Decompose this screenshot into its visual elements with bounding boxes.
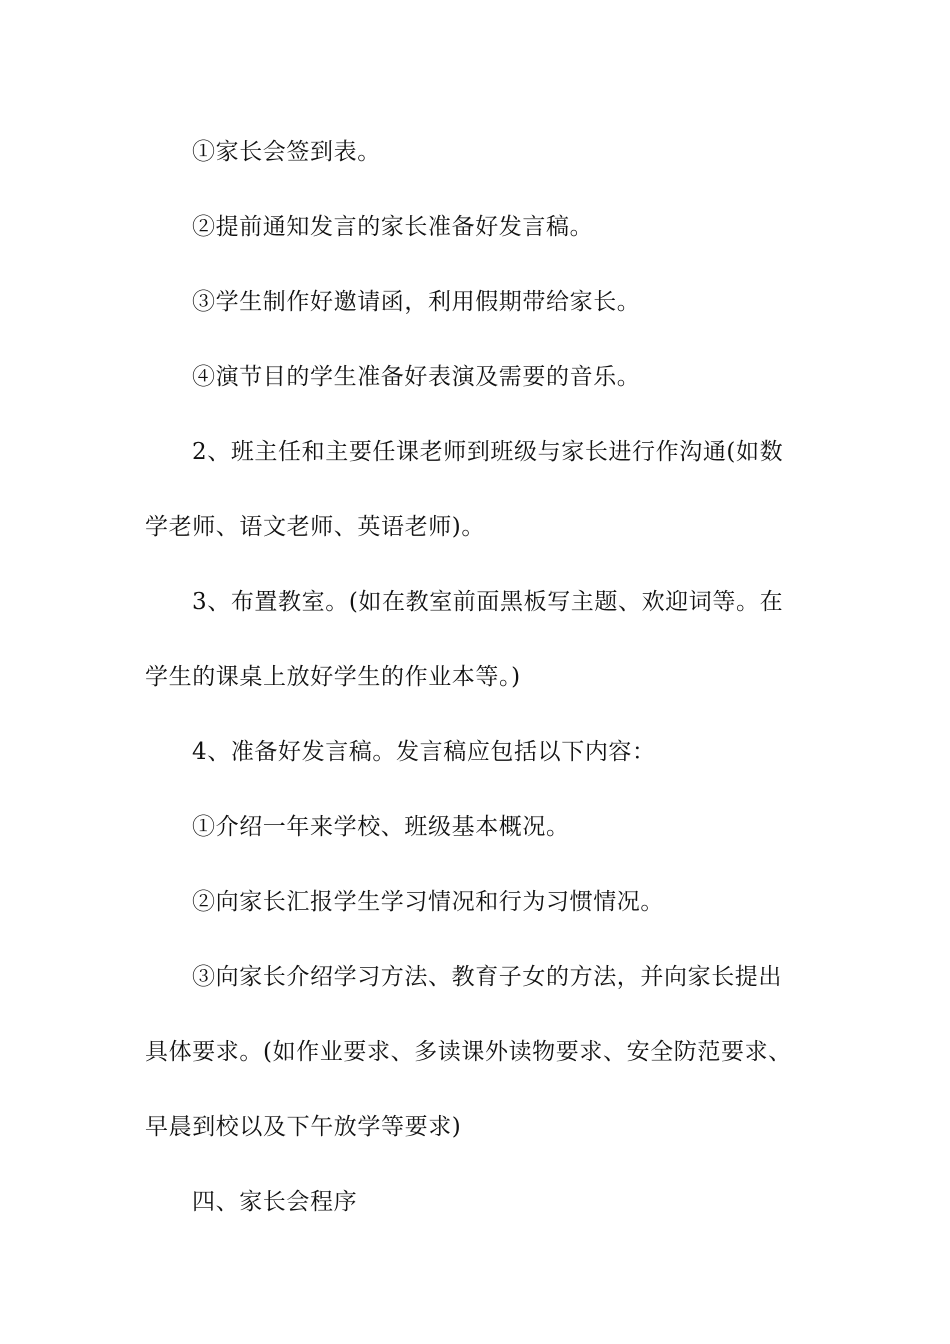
paragraph-3-line-1: 3、布置教室。(如在教室前面黑板写主题、欢迎词等。在 [192, 589, 784, 615]
list-item-sign-in-sheet: ①家长会签到表。 [192, 139, 381, 165]
paragraph-3-line-2: 学生的课桌上放好学生的作业本等。) [145, 664, 521, 690]
list-item-report: ②向家长汇报学生学习情况和行为习惯情况。 [192, 889, 664, 915]
list-item-methods-line-1: ③向家长介绍学习方法、教育子女的方法，并向家长提出 [192, 964, 782, 990]
list-item-speech-notice: ②提前通知发言的家长准备好发言稿。 [192, 214, 594, 240]
list-item-methods-line-2: 具体要求。(如作业要求、多读课外读物要求、安全防范要求、 [145, 1039, 792, 1065]
paragraph-2-line-2: 学老师、语文老师、英语老师)。 [145, 514, 485, 540]
section-heading-procedure: 四、家长会程序 [192, 1189, 358, 1215]
paragraph-2-line-1: 2、班主任和主要任课老师到班级与家长进行作沟通(如数 [192, 439, 784, 465]
list-item-performance: ④演节目的学生准备好表演及需要的音乐。 [192, 364, 641, 390]
list-item-methods-line-3: 早晨到校以及下午放学等要求) [145, 1114, 462, 1140]
list-item-overview: ①介绍一年来学校、班级基本概况。 [192, 814, 570, 840]
list-item-invitation: ③学生制作好邀请函，利用假期带给家长。 [192, 289, 641, 315]
paragraph-4-heading: 4、准备好发言稿。发言稿应包括以下内容： [192, 739, 656, 765]
